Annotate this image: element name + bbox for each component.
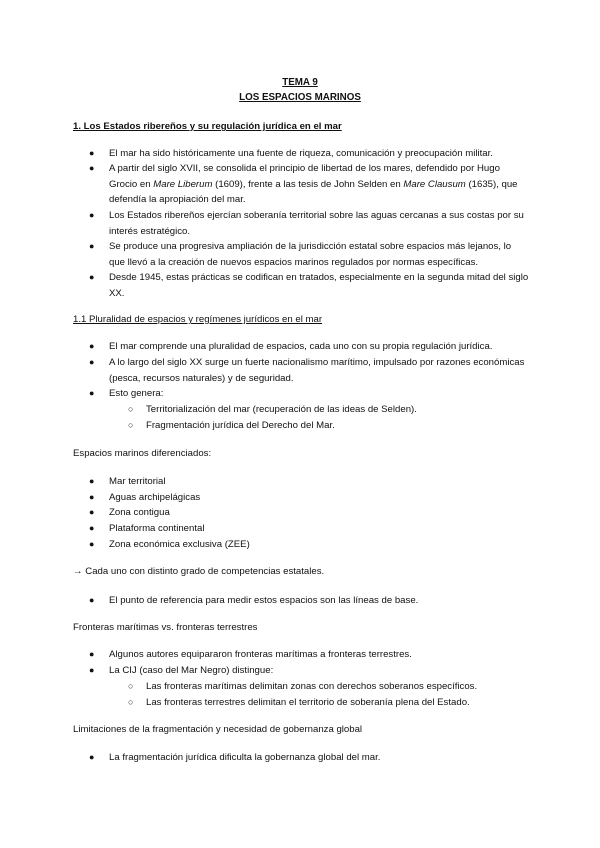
document-title: TEMA 9 [282, 77, 318, 88]
list-item: ● Los Estados ribereños ejercían soberanía territorial sobre las aguas cercanas a sus costas por su interés estratégico. [89, 210, 524, 237]
bullet-icon: ● [89, 241, 95, 251]
bullet-icon: ● [89, 357, 95, 367]
bullet-icon: ● [89, 163, 95, 173]
list-item: ● Algunos autores equipararon fronteras marítimas a fronteras terrestres. [109, 647, 529, 663]
arrow-note: → Cada uno con distinto grado de competencias estatales. [73, 566, 325, 577]
sub-list-item: ○ Las fronteras terrestres delimitan el territorio de soberanía plena del Estado. [146, 695, 526, 711]
bullet-icon: ● [89, 539, 95, 549]
list-item: ● Esto genera: [109, 386, 529, 402]
list-item: ● A partir del siglo XVII, se consolida el principio de libertad de los mares, defendido por Hugo Grocio en Mare Liberum (1609), frente a las tesis de John Selden en Mare Clausum (1635), que defendía la apropiación del mar. [89, 163, 518, 206]
bullet-icon: ● [89, 752, 95, 762]
list-item: ● A lo largo del siglo XX surge un fuerte nacionalismo marítimo, impulsado por razones económicas (pesca, recursos naturales) y de seguridad. [89, 357, 525, 384]
bullet-icon: ● [89, 523, 95, 533]
sub-list-item: ○ Las fronteras marítimas delimitan zonas con derechos soberanos específicos. [146, 679, 526, 695]
sub-list-item: ○ Territorialización del mar (recuperación de las ideas de Selden). [146, 402, 526, 418]
section-1-heading: 1. Los Estados ribereños y su regulación jurídica en el mar [73, 121, 342, 132]
bullet-icon: ● [89, 272, 95, 282]
document-subtitle: LOS ESPACIOS MARINOS [239, 92, 361, 103]
bullet-icon: ● [89, 649, 95, 659]
list-item: ● El mar ha sido históricamente una fuente de riqueza, comunicación y preocupación militar. [109, 146, 529, 162]
bullet-icon: ● [89, 507, 95, 517]
list-item: ● Se produce una progresiva ampliación de la jurisdicción estatal sobre espacios más lejanos, lo que llevó a la creación de nuevos espacios marinos regulados por normas específicas. [89, 241, 512, 268]
list-item: ● Plataforma continental [109, 521, 529, 537]
circle-bullet-icon: ○ [128, 681, 134, 691]
list-item: ● El punto de referencia para medir estos espacios son las líneas de base. [109, 593, 529, 609]
list-item: ● La fragmentación jurídica dificulta la gobernanza global del mar. [109, 750, 529, 766]
espacios-label: Espacios marinos diferenciados: [73, 448, 212, 459]
circle-bullet-icon: ○ [128, 697, 134, 707]
bullet-icon: ● [89, 341, 95, 351]
list-item: ● Mar territorial [109, 474, 529, 490]
bullet-icon: ● [89, 388, 95, 398]
fronteras-label: Fronteras marítimas vs. fronteras terrestres [73, 622, 258, 633]
bullet-icon: ● [89, 595, 95, 605]
sub-list-item: ○ Fragmentación jurídica del Derecho del Mar. [146, 418, 526, 434]
bullet-icon: ● [89, 492, 95, 502]
list-item: ● La CIJ (caso del Mar Negro) distingue: [109, 663, 529, 679]
list-item: ● Desde 1945, estas prácticas se codifican en tratados, especialmente en la segunda mitad del siglo XX. [89, 272, 529, 299]
bullet-icon: ● [89, 476, 95, 486]
section-1-1-heading: 1.1 Pluralidad de espacios y regímenes jurídicos en el mar [73, 314, 323, 325]
list-item: ● Zona económica exclusiva (ZEE) [109, 537, 529, 553]
bullet-icon: ● [89, 210, 95, 220]
circle-bullet-icon: ○ [128, 420, 134, 430]
bullet-icon: ● [89, 148, 95, 158]
limitaciones-label: Limitaciones de la fragmentación y necesidad de gobernanza global [73, 724, 363, 735]
list-item: ● El mar comprende una pluralidad de espacios, cada uno con su propia regulación jurídica. [109, 339, 529, 355]
list-item: ● Aguas archipelágicas [109, 490, 529, 506]
list-item: ● Zona contigua [109, 505, 529, 521]
circle-bullet-icon: ○ [128, 404, 134, 414]
bullet-icon: ● [89, 665, 95, 675]
